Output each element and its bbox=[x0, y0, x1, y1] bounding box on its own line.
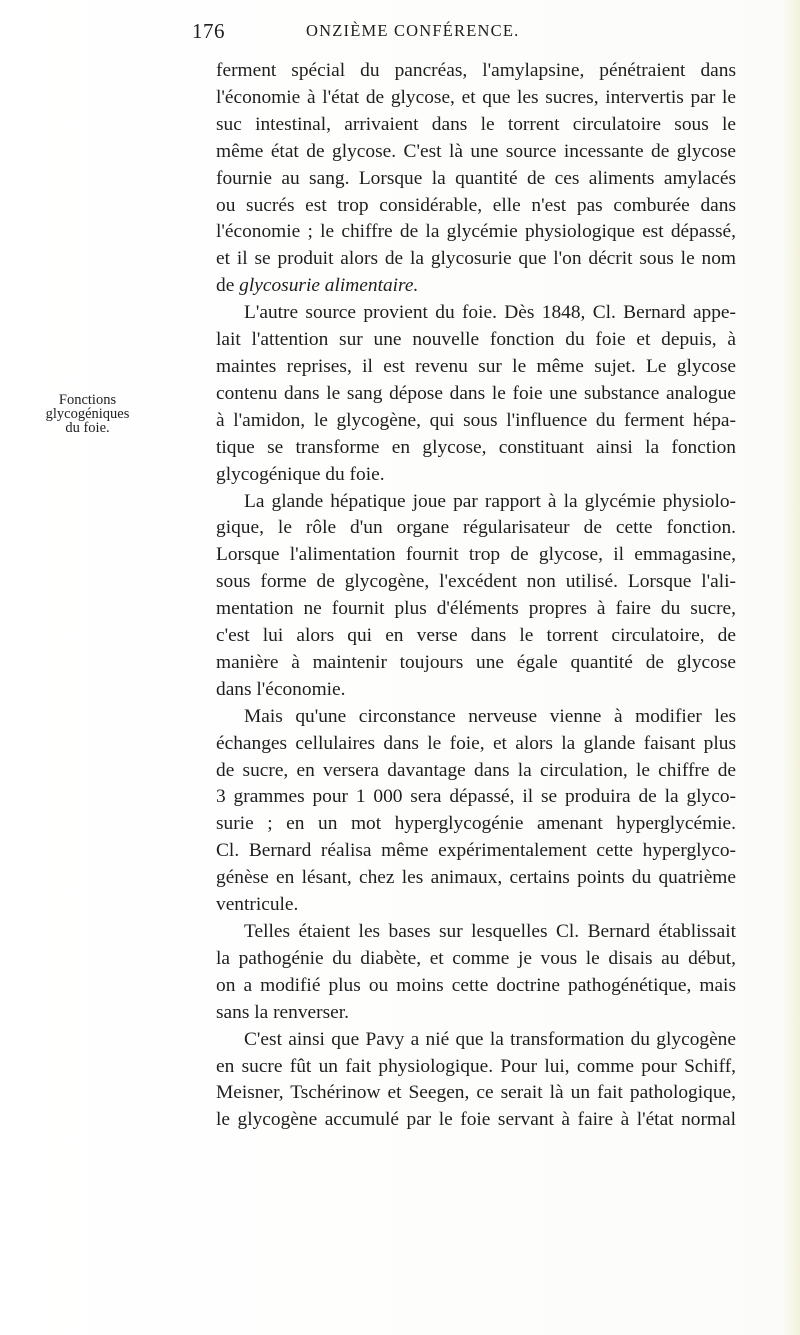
text-line: en sucre fût un fait physiologique. Pour lui, comme pour Schiff, bbox=[216, 1055, 736, 1077]
text-line: tique se transforme en glycose, constituant ainsi la fonction bbox=[216, 436, 736, 458]
text-line: fournie au sang. Lorsque la quantité de ces aliments amylacés bbox=[216, 167, 736, 189]
text-line: Meisner, Tschérinow et Seegen, ce serait là un fait pathologique, bbox=[216, 1082, 736, 1104]
text-line: même état de glycose. C'est là une source incessante de glycose bbox=[216, 140, 736, 162]
text-line: C'est ainsi que Pavy a nié que la transformation du glycogène bbox=[244, 1028, 736, 1050]
text-line: gique, le rôle d'un organe régularisateur de cette fonction. bbox=[216, 517, 736, 539]
text-line: Mais qu'une circonstance nerveuse vienne à modifier les bbox=[244, 705, 736, 727]
text-line: ferment spécial du pancréas, l'amylapsine, pénétraient dans bbox=[216, 60, 736, 81]
text-line: La glande hépatique joue par rapport à la glycémie physiolo- bbox=[244, 490, 736, 512]
margin-note-line: glycogéniques bbox=[45, 406, 130, 422]
text-line: sous forme de glycogène, l'excédent non utilisé. Lorsque l'ali- bbox=[216, 571, 736, 593]
text-line: on a modifié plus ou moins cette doctrine pathogénétique, mais bbox=[216, 974, 736, 996]
text-fragment: de bbox=[216, 275, 235, 297]
text-line: sans la renverser. bbox=[216, 1001, 349, 1023]
text-line: la pathogénie du diabète, et comme je vous le disais au début, bbox=[216, 947, 736, 969]
text-line: lait l'attention sur une nouvelle fonction du foie et depuis, à bbox=[216, 329, 736, 351]
page-number: 176 bbox=[192, 19, 225, 43]
text-line: suc intestinal, arrivaient dans le torrent circulatoire sous le bbox=[216, 113, 736, 135]
text-line: surie ; en un mot hyperglycogénie amenant hyperglycémie. bbox=[216, 813, 736, 835]
text-line: ou sucrés est trop considérable, elle n'est pas comburée dans bbox=[216, 194, 736, 216]
text-line: Telles étaient les bases sur lesquelles Cl. Bernard établissait bbox=[244, 921, 736, 942]
text-line: l'économie à l'état de glycose, et que les sucres, intervertis par le bbox=[216, 86, 736, 108]
text-line: à l'amidon, le glycogène, qui sous l'influence du ferment hépa- bbox=[216, 409, 736, 431]
running-title: ONZIÈME CONFÉRENCE. bbox=[306, 21, 520, 40]
text-line: 3 grammes pour 1 000 sera dépassé, il se produira de la glyco- bbox=[216, 786, 736, 808]
text-line: le glycogène accumulé par le foie servant à faire à l'état normal bbox=[216, 1109, 736, 1131]
text-line: génèse en lésant, chez les animaux, certains points du quatrième bbox=[216, 867, 736, 889]
text-line: échanges cellulaires dans le foie, et alors la glande faisant plus bbox=[216, 732, 736, 754]
text-line: mentation ne fournit plus d'éléments propres à faire du sucre, bbox=[216, 598, 736, 620]
margin-note bbox=[30, 393, 145, 435]
text-line: l'économie ; le chiffre de la glycémie physiologique est dépassé, bbox=[216, 221, 736, 243]
text-line: de sucre, en versera davantage dans la circulation, le chiffre de bbox=[216, 759, 736, 781]
text-line: glycogénique du foie. bbox=[216, 463, 385, 485]
text-line: dans l'économie. bbox=[216, 678, 346, 700]
italic-term: glycosurie alimentaire. bbox=[239, 275, 419, 297]
text-line: Lorsque l'alimentation fournit trop de glycose, il emmagasine, bbox=[216, 544, 736, 566]
text-line: L'autre source provient du foie. Dès 1848, Cl. Bernard appe- bbox=[244, 302, 736, 324]
margin-note-line: du foie. bbox=[65, 420, 110, 436]
page-edge-shading bbox=[782, 0, 800, 1335]
body-text bbox=[216, 58, 736, 1134]
text-line: manière à maintenir toujours une égale quantité de glycose bbox=[216, 651, 736, 673]
text-line: contenu dans le sang dépose dans le foie une substance analogue bbox=[216, 382, 736, 404]
text-line: ventricule. bbox=[216, 894, 299, 916]
text-line: et il se produit alors de la glycosurie que l'on décrit sous le nom bbox=[216, 248, 736, 270]
text-line: maintes reprises, il est revenu sur le même sujet. Le glycose bbox=[216, 355, 736, 377]
margin-note-line: Fonctions bbox=[58, 392, 117, 408]
text-line bbox=[216, 273, 736, 300]
text-line: Cl. Bernard réalisa même expérimentalement cette hyperglyco- bbox=[216, 840, 736, 862]
page-header bbox=[192, 19, 782, 47]
text-line: c'est lui alors qui en verse dans le torrent circulatoire, de bbox=[216, 625, 736, 647]
